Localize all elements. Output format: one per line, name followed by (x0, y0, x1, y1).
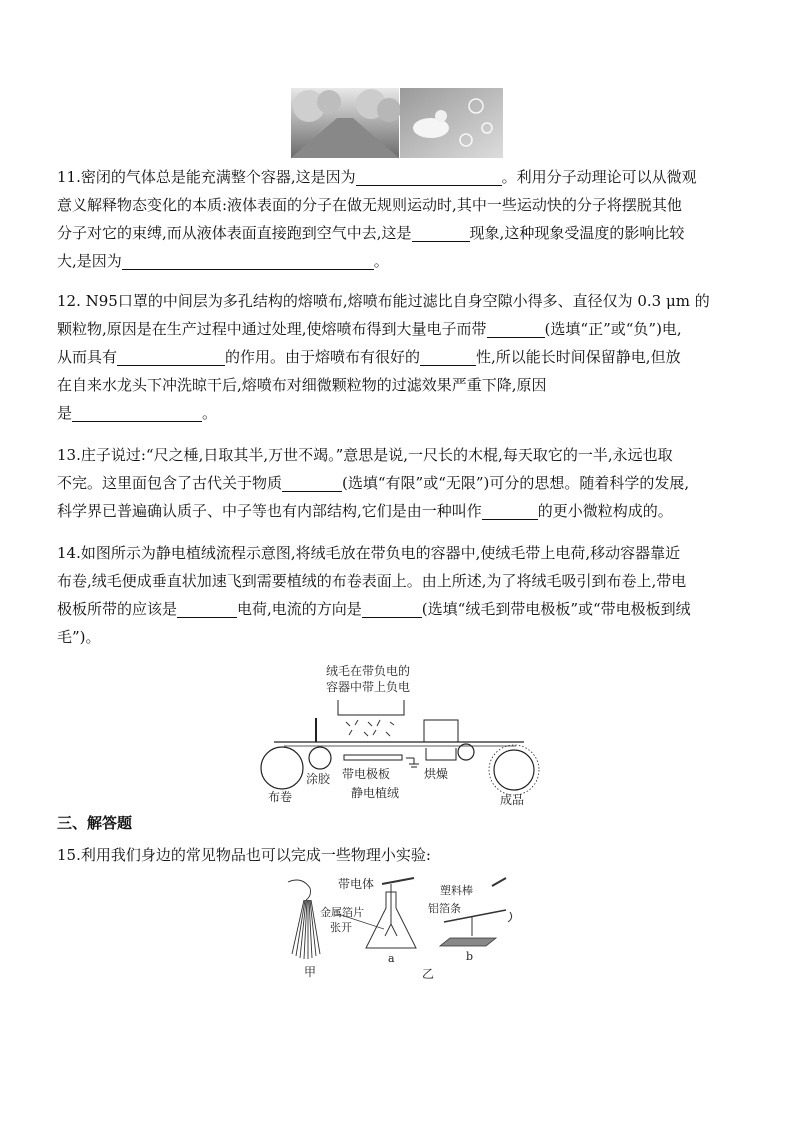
label-foil-2: 张开 (330, 921, 352, 934)
answer-blank[interactable] (282, 473, 342, 492)
dryer-box (424, 720, 458, 742)
label-dry: 烘燥 (424, 767, 449, 781)
q13-line-2: 不完。这里面包含了古代关于物质 (选填“有限”或“无限”)可分的思想。随着科学的发展, (57, 474, 690, 492)
q12-line-3: 从而具有 的作用。由于熔喷布有很好的 性,所以能长时间保留静电,但放 (57, 348, 681, 366)
photo-pair (291, 88, 503, 158)
answer-blank[interactable] (122, 251, 374, 270)
q12-line-1: 12. N95口罩的中间层为多孔结构的熔喷布,熔喷布能过滤比自身空隙小得多、直径仅为 0.3 μm 的 (57, 292, 710, 310)
label-charged-body: 带电体 (338, 877, 375, 891)
q11-line-4: 大,是因为 。 (57, 252, 389, 270)
q15-line-1: 15.利用我们身边的常见物品也可以完成一些物理小实验: (57, 846, 431, 864)
experiment-diagram (282, 874, 522, 984)
label-al-strip: 铝箔条 (428, 902, 461, 915)
answer-blank[interactable] (362, 599, 422, 618)
section-title: 三、解答题 (57, 814, 133, 832)
product-roll (494, 750, 534, 790)
q14-line-4: 毛”)。 (57, 628, 101, 646)
answer-blank[interactable] (177, 599, 237, 618)
answer-blank[interactable] (487, 319, 545, 338)
q14-line-1: 14.如图所示为静电植绒流程示意图,将绒毛放在带负电的容器中,使绒毛带上电荷,移动容器靠近 (57, 544, 681, 562)
q12-line-5: 是 。 (57, 404, 218, 422)
label-product: 成品 (500, 793, 525, 807)
flock-fibers (346, 720, 394, 736)
q14-line-3: 极板所带的应该是 电荷,电流的方向是 (选填“绒毛到带电极板”或“带电极板到绒 (57, 600, 691, 618)
label-plastic-rod: 塑料棒 (440, 884, 473, 897)
guide-roller (458, 744, 474, 760)
container-shape (338, 700, 404, 715)
q13-line-3: 科学界已普遍确认质子、中子等也有内部结构,它们是由一种叫作 的更小微粒构成的。 (57, 502, 673, 520)
label-roll: 布卷 (268, 790, 293, 804)
label-b: b (466, 950, 474, 963)
label-plate: 带电极板 (342, 767, 391, 781)
q12-line-4: 在自来水龙头下冲洗晾干后,熔喷布对细微颗粒物的过滤效果严重下降,原因 (57, 376, 547, 394)
flocking-diagram (254, 660, 544, 810)
answer-blank[interactable] (412, 223, 470, 242)
question-15 (57, 841, 739, 869)
experiment-diagram-svg (282, 874, 522, 984)
answer-blank[interactable] (356, 167, 502, 186)
answer-blank[interactable] (482, 501, 538, 520)
label-jia: 甲 (304, 965, 317, 979)
charged-plate (344, 755, 402, 760)
answer-blank[interactable] (72, 403, 202, 422)
question-11 (57, 163, 739, 275)
hand-with-strips (288, 880, 320, 959)
q11-line-2: 意义解释物态变化的本质:液体表面的分子在做无规则运动时,其中一些运动快的分子将摆脱其他 (57, 196, 682, 214)
label-flock: 静电植绒 (351, 786, 400, 800)
answer-blank[interactable] (420, 347, 476, 366)
q12-line-2: 颗粒物,原因是在生产过程中通过处理,使熔喷布得到大量电子而带 (选填“正”或“负”)电, (57, 320, 682, 338)
q11-line-1: 11.密闭的气体总是能充满整个容器,这是因为 。利用分子动理论可以从微观 (57, 168, 697, 186)
answer-blank[interactable] (117, 347, 225, 366)
glue-roller (309, 747, 331, 769)
flocking-diagram-svg (254, 660, 544, 810)
top-photo (291, 88, 503, 158)
question-12 (57, 287, 739, 427)
question-13 (57, 441, 739, 525)
label-yi: 乙 (422, 967, 435, 981)
q13-line-1: 13.庄子说过:“尺之棰,日取其半,万世不竭。”意思是说,一尺长的木棍,每天取它的一半,永远也取 (57, 446, 673, 464)
label-foil-1: 金属箔片 (320, 906, 364, 919)
q14-line-2: 布卷,绒毛便成垂直状加速飞到需要植绒的布卷表面上。由上所述,为了将绒毛吸引到布卷上,带电 (57, 572, 687, 590)
label-container-1: 绒毛在带负电的 (326, 664, 411, 678)
plastic-rod (492, 878, 506, 886)
label-container-2: 容器中带上负电 (326, 680, 411, 694)
label-a: a (388, 952, 395, 965)
fabric-roll (261, 747, 303, 789)
label-glue: 涂胶 (306, 772, 331, 786)
question-14 (57, 539, 739, 651)
q11-line-3: 分子对它的束缚,而从液体表面直接跑到空气中去,这是 现象,这种现象受温度的影响比较 (57, 224, 685, 242)
base-plate (440, 938, 496, 946)
